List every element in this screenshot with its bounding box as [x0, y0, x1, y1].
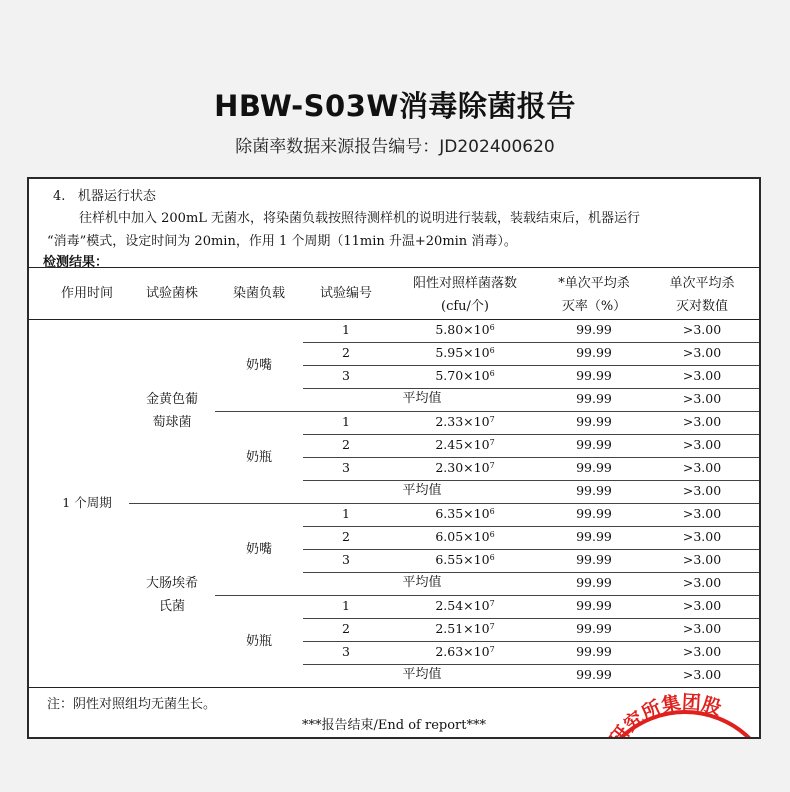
- section-title: 机器运行状态: [77, 189, 156, 204]
- load-2: 奶瓶: [245, 450, 272, 465]
- log-reduction-cell: >3.00: [682, 460, 722, 475]
- section-paragraph-line-1: 往样机中加入 200mL 无菌水，将染菌负载按照待测样机的说明进行装载，装载结束后，机器运行: [79, 211, 641, 226]
- kill-rate-cell: 99.99: [576, 345, 612, 360]
- average-label: 平均值: [402, 391, 442, 406]
- average-label: 平均值: [402, 483, 442, 498]
- header-count-line1: 阳性对照样菌落数: [412, 276, 517, 291]
- average-kill-rate: 99.99: [576, 483, 612, 498]
- kill-rate-cell: 99.99: [576, 437, 612, 452]
- count-cell: [389, 618, 541, 640]
- header-rate-line2: 灭率（%）: [561, 299, 627, 314]
- average-kill-rate: 99.99: [576, 667, 612, 682]
- report-number: 除菌率数据来源报告编号：JD202400620: [235, 137, 555, 157]
- log-reduction-cell: >3.00: [682, 345, 722, 360]
- count-mantissa: 2.33×10: [435, 414, 490, 429]
- count-cell: [389, 342, 541, 364]
- count-mantissa: 2.45×10: [435, 437, 490, 452]
- count-exponent: 7: [489, 415, 495, 424]
- average-kill-rate: 99.99: [576, 575, 612, 590]
- section-number: 4.: [53, 189, 66, 204]
- average-log-reduction: >3.00: [682, 667, 722, 682]
- header-log-line2: 灭对数值: [675, 299, 728, 314]
- test-number-cell: 3: [342, 644, 350, 659]
- section-heading: [53, 185, 156, 204]
- test-number-cell: 1: [342, 598, 350, 613]
- report-title: HBW-S03W消毒除菌报告: [214, 89, 576, 123]
- count-mantissa: 2.30×10: [435, 460, 490, 475]
- load-4: 奶瓶: [245, 634, 272, 649]
- kill-rate-cell: 99.99: [576, 552, 612, 567]
- count-cell: [389, 457, 541, 479]
- log-reduction-cell: >3.00: [682, 529, 722, 544]
- log-reduction-cell: >3.00: [682, 552, 722, 567]
- log-reduction-cell: >3.00: [682, 414, 722, 429]
- time-value: 1 个周期: [62, 495, 112, 510]
- load-1: 奶嘴: [245, 358, 272, 373]
- count-cell: [389, 503, 541, 525]
- load-3: 奶嘴: [245, 542, 272, 557]
- count-exponent: 6: [489, 553, 495, 562]
- test-number-cell: 2: [342, 437, 350, 452]
- count-cell: [389, 434, 541, 456]
- count-mantissa: 5.80×10: [435, 322, 490, 337]
- kill-rate-cell: 99.99: [576, 460, 612, 475]
- count-exponent: 7: [489, 599, 495, 608]
- average-log-reduction: >3.00: [682, 483, 722, 498]
- count-exponent: 7: [489, 622, 495, 631]
- count-exponent: 7: [489, 645, 495, 654]
- report-document: [27, 177, 761, 767]
- count-exponent: 7: [489, 461, 495, 470]
- count-cell: [389, 319, 541, 341]
- log-reduction-cell: >3.00: [682, 368, 722, 383]
- kill-rate-cell: 99.99: [576, 598, 612, 613]
- header-rate-line1: *单次平均杀: [558, 276, 630, 291]
- average-label: 平均值: [402, 575, 442, 590]
- count-exponent: 6: [489, 346, 495, 355]
- header-count-line2: (cfu/个): [441, 299, 489, 314]
- header-log-line1: 单次平均杀: [669, 276, 735, 291]
- count-mantissa: 2.51×10: [435, 621, 490, 636]
- results-label: 检测结果：: [43, 255, 109, 270]
- test-number-cell: 3: [342, 368, 350, 383]
- count-cell: [389, 549, 541, 571]
- count-cell: [389, 641, 541, 663]
- log-reduction-cell: >3.00: [682, 506, 722, 521]
- count-mantissa: 6.35×10: [435, 506, 490, 521]
- count-exponent: 6: [489, 323, 495, 332]
- count-cell: [389, 595, 541, 617]
- test-number-cell: 2: [342, 529, 350, 544]
- kill-rate-cell: 99.99: [576, 529, 612, 544]
- strain-1-line1: 金黄色葡: [145, 392, 198, 407]
- average-kill-rate: 99.99: [576, 391, 612, 406]
- test-number-cell: 1: [342, 322, 350, 337]
- kill-rate-cell: 99.99: [576, 644, 612, 659]
- section-paragraph-line-2: “消毒”模式，设定时间为 20min，作用 1 个周期（11min 升温+20min 消毒）。: [47, 234, 517, 249]
- test-number-cell: 2: [342, 621, 350, 636]
- test-number-cell: 1: [342, 414, 350, 429]
- count-cell: [389, 526, 541, 548]
- average-log-reduction: >3.00: [682, 391, 722, 406]
- count-mantissa: 2.63×10: [435, 644, 490, 659]
- count-exponent: 7: [489, 438, 495, 447]
- count-exponent: 6: [489, 507, 495, 516]
- log-reduction-cell: >3.00: [682, 598, 722, 613]
- average-log-reduction: >3.00: [682, 575, 722, 590]
- count-mantissa: 6.55×10: [435, 552, 490, 567]
- seal-text: 物研究所集团股: [595, 691, 724, 767]
- end-of-report: ***报告结束/End of report***: [302, 718, 486, 733]
- strain-1-line2: 萄球菌: [152, 415, 192, 430]
- header-time: 作用时间: [60, 286, 113, 301]
- header-strain: 试验菌株: [145, 286, 198, 301]
- count-mantissa: 5.95×10: [435, 345, 490, 360]
- table-top-rule: [29, 267, 759, 268]
- test-number-cell: 3: [342, 460, 350, 475]
- strain-2-line1: 大肠埃希: [145, 576, 198, 591]
- log-reduction-cell: >3.00: [682, 621, 722, 636]
- test-number-cell: 2: [342, 345, 350, 360]
- log-reduction-cell: >3.00: [682, 644, 722, 659]
- header-test-no: 试验编号: [319, 286, 372, 301]
- kill-rate-cell: 99.99: [576, 368, 612, 383]
- official-seal: [589, 679, 761, 767]
- log-reduction-cell: >3.00: [682, 322, 722, 337]
- header-load: 染菌负载: [232, 286, 285, 301]
- footer-note: 注：阴性对照组均无菌生长。: [47, 697, 217, 712]
- test-number-cell: 3: [342, 552, 350, 567]
- count-exponent: 6: [489, 369, 495, 378]
- count-cell: [389, 411, 541, 433]
- strain-2-line2: 氏菌: [158, 599, 185, 614]
- kill-rate-cell: 99.99: [576, 506, 612, 521]
- test-number-cell: 1: [342, 506, 350, 521]
- count-exponent: 6: [489, 530, 495, 539]
- log-reduction-cell: >3.00: [682, 437, 722, 452]
- average-label: 平均值: [402, 667, 442, 682]
- kill-rate-cell: 99.99: [576, 621, 612, 636]
- kill-rate-cell: 99.99: [576, 414, 612, 429]
- count-mantissa: 6.05×10: [435, 529, 490, 544]
- count-mantissa: 5.70×10: [435, 368, 490, 383]
- count-cell: [389, 365, 541, 387]
- count-mantissa: 2.54×10: [435, 598, 490, 613]
- kill-rate-cell: 99.99: [576, 322, 612, 337]
